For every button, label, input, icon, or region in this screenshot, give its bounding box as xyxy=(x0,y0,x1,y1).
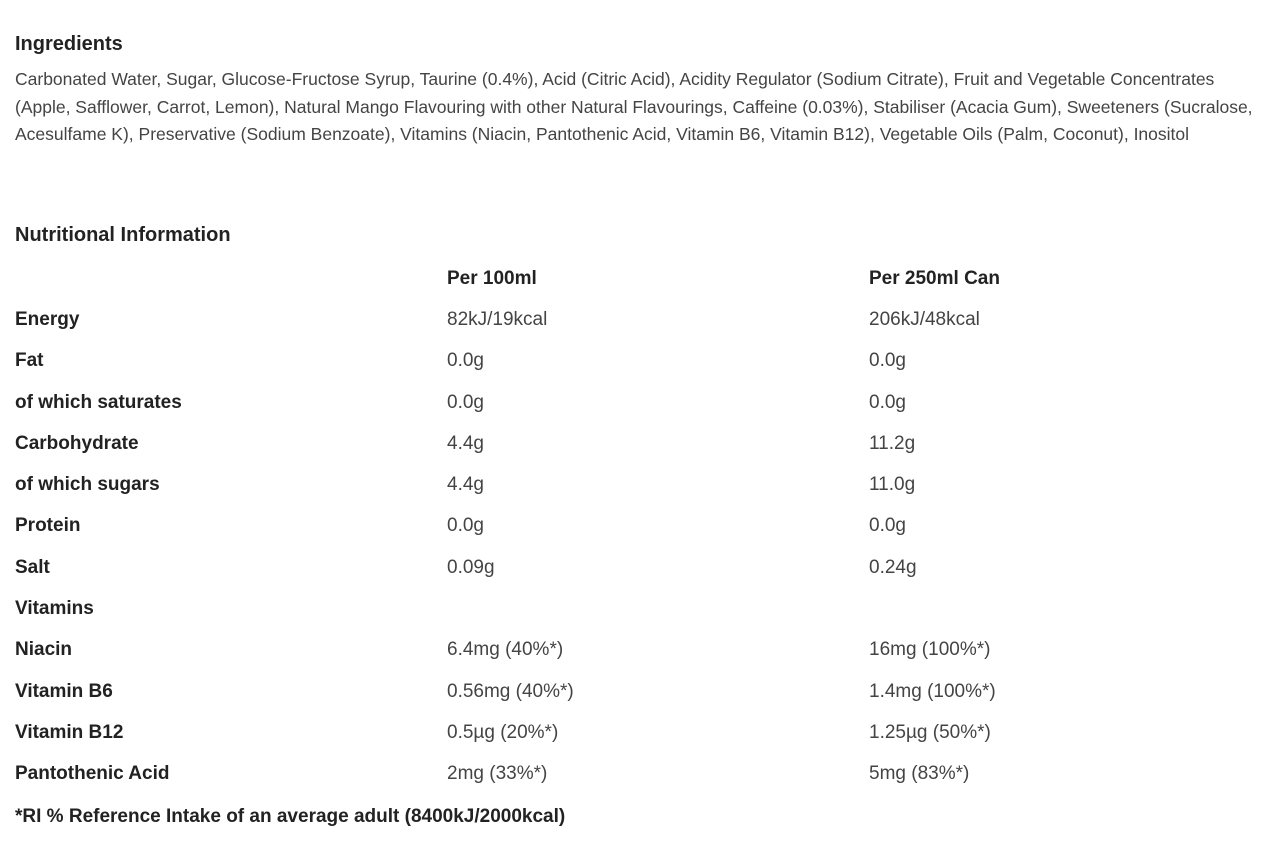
table-row xyxy=(15,671,1169,712)
per-can-value: 5mg (83%*) xyxy=(869,763,970,785)
nutrient-label: Salt xyxy=(15,556,50,578)
table-row xyxy=(15,547,1169,588)
per-can-value: 206kJ/48kcal xyxy=(869,308,980,330)
nutrition-header-row xyxy=(15,258,1169,299)
table-row xyxy=(15,299,1169,340)
nutrition-table-body xyxy=(15,299,1169,795)
table-row xyxy=(15,464,1169,505)
nutrient-label: Vitamin B12 xyxy=(15,721,124,743)
nutrient-label: Carbohydrate xyxy=(15,432,139,454)
per-can-value: 1.4mg (100%*) xyxy=(869,680,996,702)
per-100ml-value: 0.5µg (20%*) xyxy=(447,721,559,743)
nutrient-label: Pantothenic Acid xyxy=(15,763,170,785)
column-header-per-can: Per 250ml Can xyxy=(869,267,1000,289)
column-header-nutrient xyxy=(15,258,447,299)
nutrient-label: of which saturates xyxy=(15,391,182,413)
nutrient-label: Protein xyxy=(15,515,81,537)
per-can-value: 0.0g xyxy=(869,391,906,413)
ingredients-text: Carbonated Water, Sugar, Glucose-Fructose Syrup, Taurine (0.4%), Acid (Citric Acid), Acidity Regulator (Sodium Citrate), Fruit and Vegetable Concentrates (Apple, Safflower, Carrot, Lemon), Natural Mango Flavouring with other Natural Flavourings, Caffeine (0.03%), Stabiliser (Acacia Gum), Sweeteners (Sucralose, Acesulfame K), Preservative (Sodium Benzoate), Vitamins (Niacin, Pantothenic Acid, Vitamin B6, Vitamin B12), Vegetable Oils (Palm, Coconut), Inositol xyxy=(15,69,1253,144)
per-can-value: 0.0g xyxy=(869,350,906,372)
per-100ml-value: 0.56mg (40%*) xyxy=(447,680,574,702)
nutrient-label: of which sugars xyxy=(15,474,160,496)
table-row xyxy=(15,423,1169,464)
column-header-per-100ml: Per 100ml xyxy=(447,267,537,289)
per-100ml-value: 0.0g xyxy=(447,391,484,413)
per-100ml-value: 0.0g xyxy=(447,515,484,537)
per-100ml-value: 0.09g xyxy=(447,556,495,578)
reference-intake-footnote: *RI % Reference Intake of an average adult (8400kJ/2000kcal) xyxy=(15,806,566,827)
per-can-value: 11.2g xyxy=(869,432,916,454)
nutrient-label: Energy xyxy=(15,308,80,330)
per-can-value: 1.25µg (50%*) xyxy=(869,721,991,743)
per-100ml-value: 0.0g xyxy=(447,350,484,372)
table-row xyxy=(15,712,1169,753)
per-can-value: 16mg (100%*) xyxy=(869,639,991,661)
per-100ml-value xyxy=(447,588,869,629)
per-can-value xyxy=(869,588,1169,629)
per-can-value: 11.0g xyxy=(869,474,916,496)
table-row xyxy=(15,754,1169,795)
ingredients-heading: Ingredients xyxy=(15,33,123,55)
per-100ml-value: 2mg (33%*) xyxy=(447,763,548,785)
nutrient-label: Vitamins xyxy=(15,598,94,620)
nutrition-heading: Nutritional Information xyxy=(15,224,231,246)
table-row xyxy=(15,630,1169,671)
per-100ml-value: 82kJ/19kcal xyxy=(447,308,548,330)
nutrient-label: Niacin xyxy=(15,639,73,661)
nutrition-table xyxy=(15,258,1169,795)
per-100ml-value: 4.4g xyxy=(447,432,484,454)
table-row xyxy=(15,588,1169,629)
table-row xyxy=(15,341,1169,382)
per-can-value: 0.24g xyxy=(869,556,917,578)
nutrient-label: Fat xyxy=(15,350,44,372)
nutrient-label: Vitamin B6 xyxy=(15,680,113,702)
table-row xyxy=(15,506,1169,547)
table-row xyxy=(15,382,1169,423)
per-100ml-value: 4.4g xyxy=(447,474,484,496)
per-100ml-value: 6.4mg (40%*) xyxy=(447,639,564,661)
per-can-value: 0.0g xyxy=(869,515,906,537)
